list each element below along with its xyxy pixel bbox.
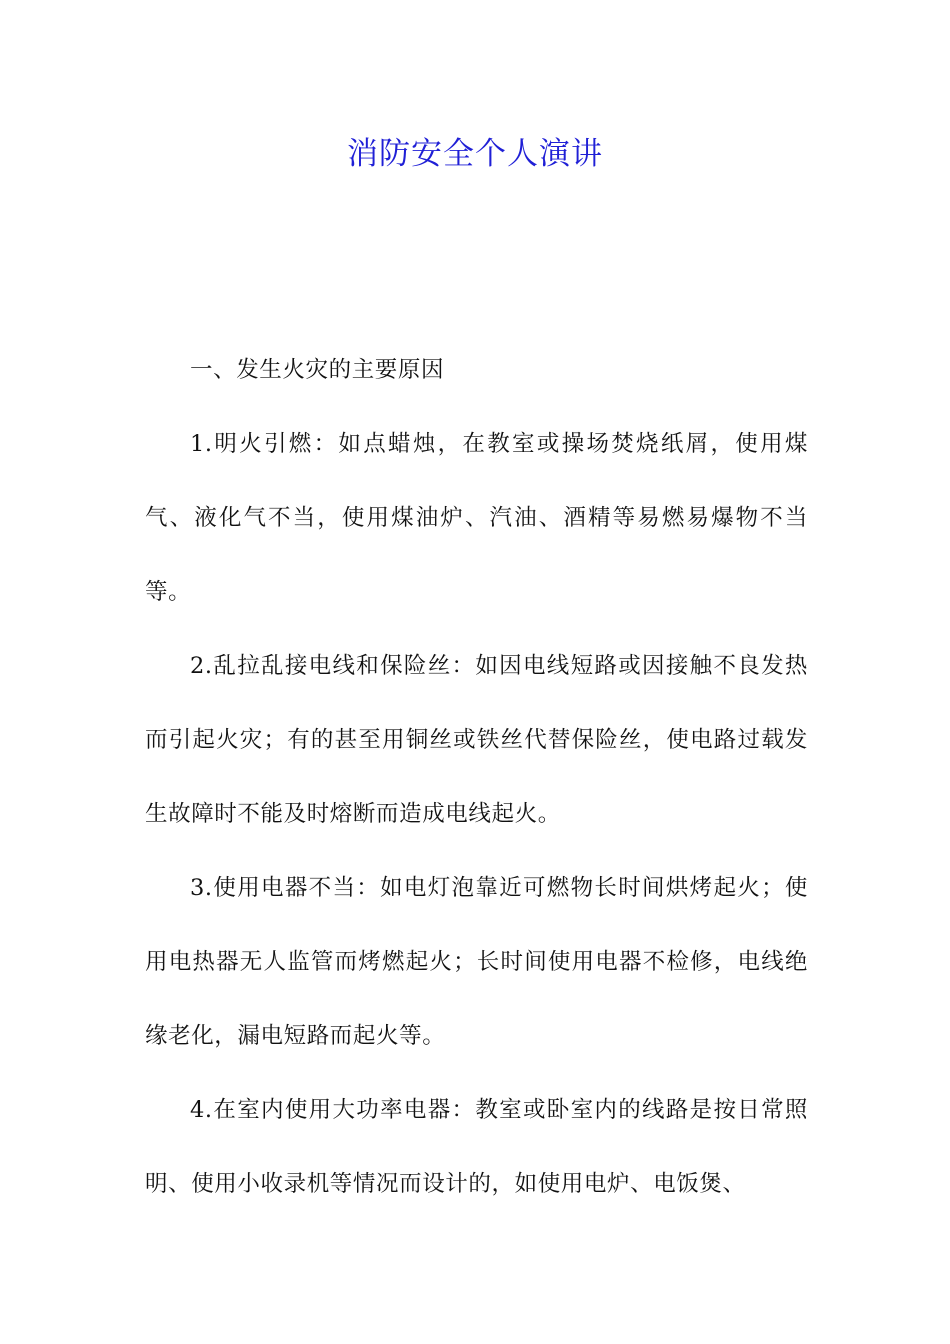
paragraph-3: 3.使用电器不当：如电灯泡靠近可燃物长时间烘烤起火；使用电热器无人监管而烤燃起火；长时间使用电器不检修，电线绝缘老化，漏电短路而起火等。 bbox=[145, 875, 808, 1049]
document-body bbox=[145, 333, 808, 1221]
paragraph-4: 4.在室内使用大功率电器：教室或卧室内的线路是按日常照明、使用小收录机等情况而设计的，如使用电炉、电饭煲、 bbox=[145, 1097, 808, 1197]
document-title: 消防安全个人演讲 bbox=[347, 136, 603, 172]
section-heading: 一、发生火灾的主要原因 bbox=[190, 357, 445, 383]
paragraph-1: 1.明火引燃：如点蜡烛，在教室或操场焚烧纸屑，使用煤气、液化气不当，使用煤油炉、汽油、酒精等易燃易爆物不当等。 bbox=[145, 431, 808, 605]
paragraph-2: 2.乱拉乱接电线和保险丝：如因电线短路或因接触不良发热而引起火灾；有的甚至用铜丝或铁丝代替保险丝，使电路过载发生故障时不能及时熔断而造成电线起火。 bbox=[145, 653, 808, 827]
